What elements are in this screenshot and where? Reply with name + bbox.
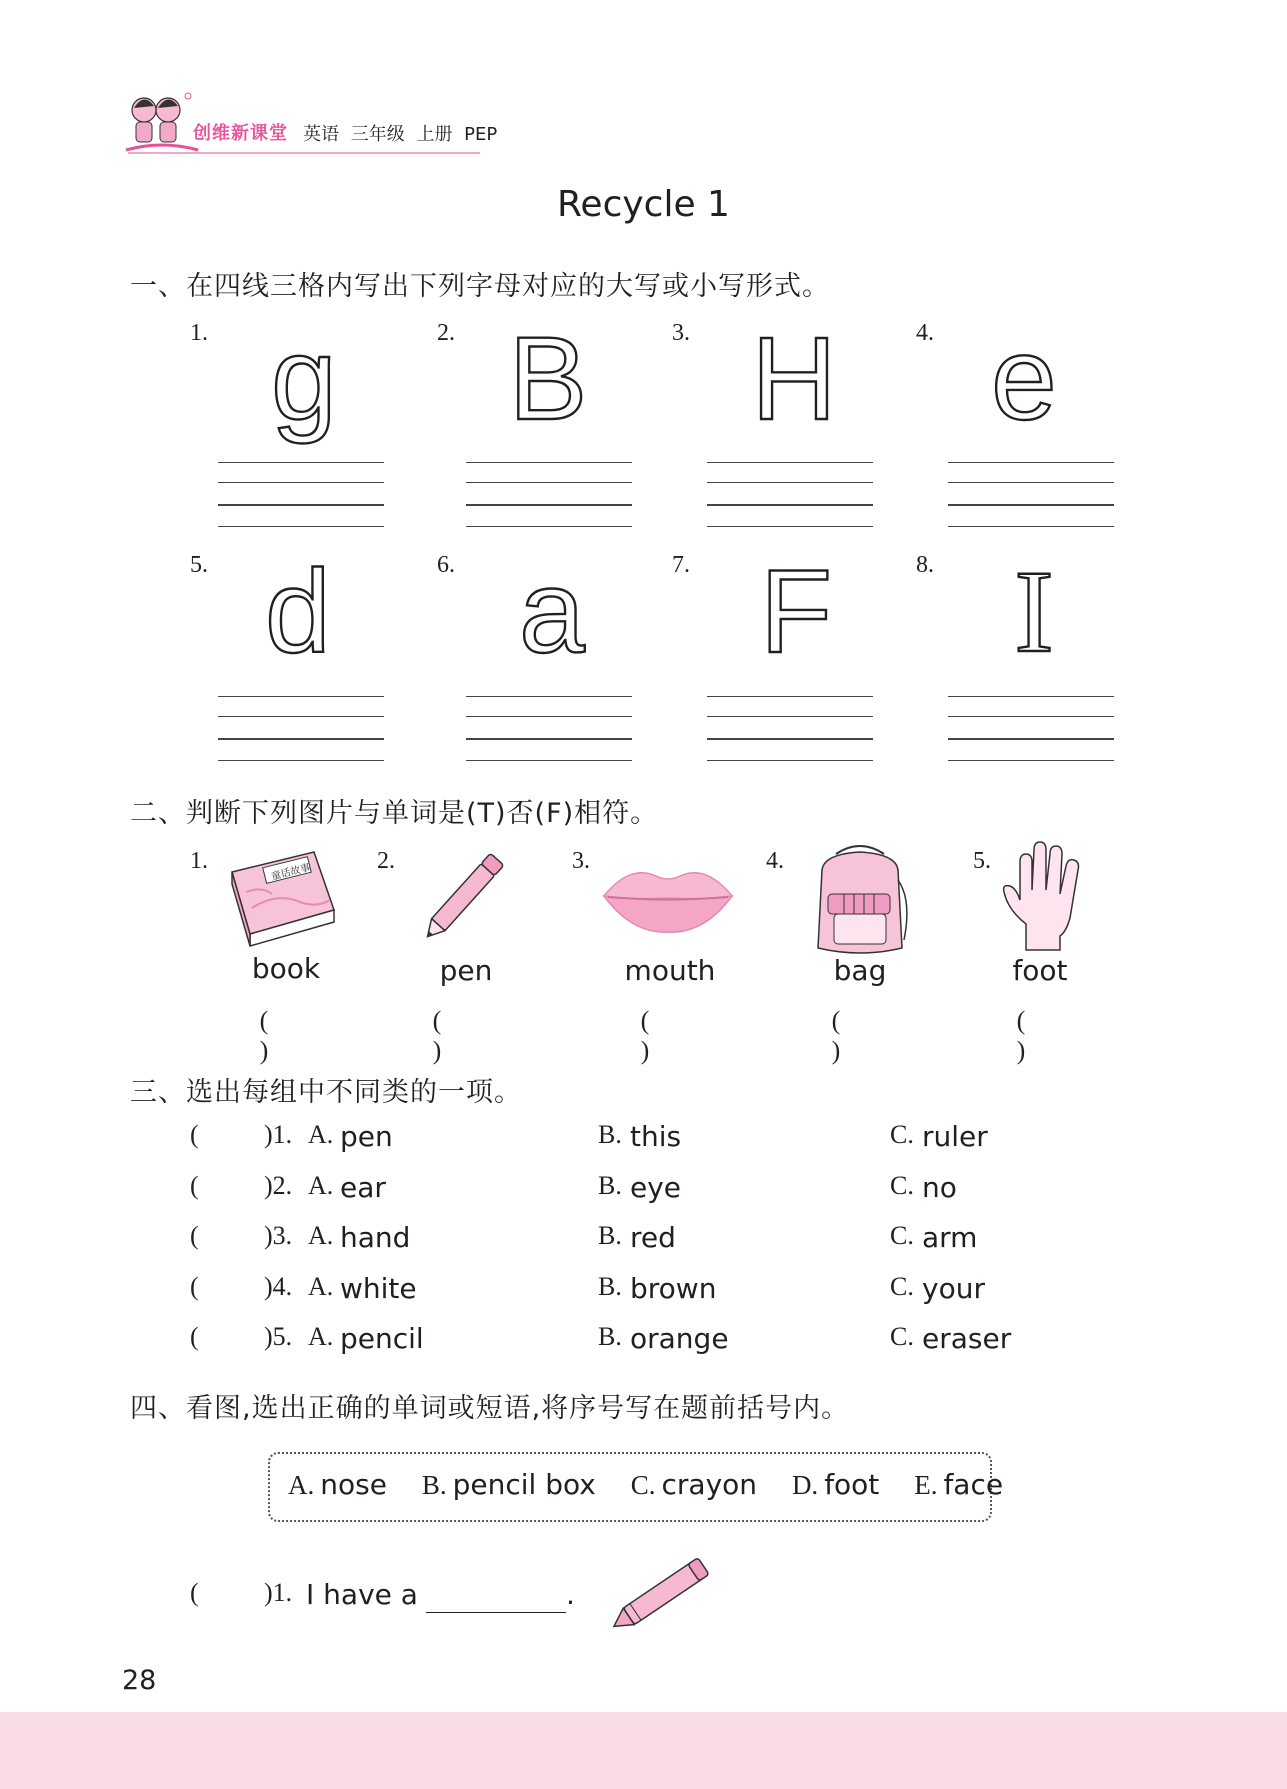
option-b: orange (630, 1322, 729, 1355)
choice-row-5 (190, 1322, 1090, 1362)
header-divider (128, 152, 480, 154)
letter-3-writing-lines[interactable] (707, 462, 873, 526)
option-b: eye (630, 1171, 682, 1204)
picture-4-answer[interactable]: ( ) (831, 1006, 885, 1065)
option-a: ear (340, 1171, 386, 1204)
answer-paren[interactable]: ( (190, 1171, 199, 1200)
question-text: I have a (306, 1578, 418, 1611)
option-c-label: C. (630, 1470, 656, 1500)
section-1-heading: 一、在四线三格内写出下列字母对应的大写或小写形式。 (130, 271, 830, 302)
picture-3-answer[interactable]: ( ) (640, 1006, 694, 1065)
answer-blank[interactable] (426, 1612, 566, 1613)
footer-band (0, 1712, 1287, 1789)
letter-4-number: 4. (916, 320, 934, 346)
option-c: no (922, 1171, 957, 1204)
question-number: )5. (264, 1322, 293, 1351)
option-a-label: A. (308, 1171, 334, 1200)
option-a-label: A. (308, 1120, 334, 1149)
letter-1-glyph: g (271, 313, 337, 445)
option-a: white (340, 1272, 417, 1305)
option-c: arm (922, 1221, 978, 1254)
question-number: )1. (264, 1120, 293, 1149)
letter-7-glyph: F (759, 546, 833, 678)
option-a: pencil (340, 1322, 424, 1355)
option-b: brown (630, 1272, 717, 1305)
page-number: 28 (122, 1665, 157, 1696)
letter-4-writing-lines[interactable] (948, 462, 1114, 526)
picture-2-word: pen (439, 954, 493, 987)
crayon-icon (596, 1546, 728, 1642)
option-c-label: C. (890, 1272, 914, 1301)
answer-paren[interactable]: ( (190, 1578, 199, 1607)
option-b-text: pencil box (452, 1468, 596, 1501)
backpack-icon (806, 840, 914, 960)
option-b: this (630, 1120, 682, 1153)
choice-row-1 (190, 1120, 1090, 1160)
option-b: red (630, 1221, 676, 1254)
section-4-heading: 四、看图,选出正确的单词或短语,将序号写在题前括号内。 (130, 1393, 850, 1424)
letter-1-number: 1. (190, 320, 208, 346)
choice-row-3 (190, 1221, 1090, 1261)
letter-5-glyph: d (265, 546, 331, 678)
option-c: ruler (922, 1120, 988, 1153)
book-cover-label: 童话故事 (270, 862, 312, 883)
letter-8-number: 8. (916, 552, 934, 578)
picture-3-number: 3. (572, 848, 590, 874)
answer-paren[interactable]: ( (190, 1322, 199, 1351)
section-3-heading: 三、选出每组中不同类的一项。 (130, 1077, 522, 1108)
pencil-icon (405, 840, 525, 950)
letter-5-number: 5. (190, 552, 208, 578)
option-a-label: A. (308, 1272, 334, 1301)
question-number: )2. (264, 1171, 293, 1200)
letter-6-glyph: a (519, 546, 585, 678)
letter-6-writing-lines[interactable] (466, 696, 632, 760)
picture-5-answer[interactable]: ( ) (1016, 1006, 1070, 1065)
option-a: pen (340, 1120, 393, 1153)
option-a-label: A. (308, 1322, 334, 1351)
question-end: . (566, 1578, 575, 1611)
option-c-text: crayon (661, 1468, 758, 1501)
option-b-label: B. (421, 1470, 447, 1500)
letter-3-number: 3. (672, 320, 690, 346)
brand-name: 创维新课堂 (193, 123, 288, 144)
picture-1-answer[interactable]: ( ) (259, 1006, 313, 1065)
letter-6-number: 6. (437, 552, 455, 578)
option-b-label: B. (598, 1171, 622, 1200)
letter-7-writing-lines[interactable] (707, 696, 873, 760)
letter-7-number: 7. (672, 552, 690, 578)
letter-8-writing-lines[interactable] (948, 696, 1114, 760)
option-c-label: C. (890, 1221, 914, 1250)
answer-paren[interactable]: ( (190, 1221, 199, 1250)
option-c: your (922, 1272, 985, 1305)
book-icon (222, 842, 342, 952)
option-c: eraser (922, 1322, 1012, 1355)
letter-4-glyph: e (991, 313, 1057, 445)
subject-info: 英语 三年级 上册 PEP (303, 124, 498, 145)
section-2-heading: 二、判断下列图片与单词是(T)否(F)相符。 (130, 798, 659, 829)
picture-2-answer[interactable]: ( ) (432, 1006, 486, 1065)
question-number: )4. (264, 1272, 293, 1301)
option-c-label: C. (890, 1171, 914, 1200)
letter-2-writing-lines[interactable] (466, 462, 632, 526)
option-e-label: E. (914, 1470, 938, 1500)
option-e-text: face (943, 1468, 1004, 1501)
letter-8-glyph: I (1014, 546, 1054, 677)
choice-row-4 (190, 1272, 1090, 1312)
option-d-label: D. (791, 1470, 819, 1500)
lips-icon (600, 860, 736, 936)
choice-row-2 (190, 1171, 1090, 1211)
picture-1-word: book (251, 952, 321, 985)
letter-2-number: 2. (437, 320, 455, 346)
letter-2-glyph: B (508, 313, 588, 445)
question-number: )3. (264, 1221, 293, 1250)
option-b-label: B. (598, 1272, 622, 1301)
letter-3-glyph: H (751, 313, 837, 445)
answer-paren[interactable]: ( (190, 1120, 199, 1149)
option-c-label: C. (890, 1322, 914, 1351)
question-number: )1. (264, 1578, 293, 1607)
picture-3-word: mouth (624, 954, 716, 987)
kids-logo-icon (122, 88, 202, 160)
option-b-label: B. (598, 1322, 622, 1351)
option-a: hand (340, 1221, 411, 1254)
picture-5-word: foot (1012, 954, 1068, 987)
option-a-text: nose (320, 1468, 387, 1501)
hand-icon (998, 840, 1084, 952)
picture-4-number: 4. (766, 848, 784, 874)
picture-4-word: bag (833, 954, 887, 987)
picture-1-number: 1. (190, 848, 208, 874)
option-b-label: B. (598, 1221, 622, 1250)
letter-5-writing-lines[interactable] (218, 696, 384, 760)
letter-1-writing-lines[interactable] (218, 462, 384, 526)
picture-2-number: 2. (377, 848, 395, 874)
picture-5-number: 5. (973, 848, 991, 874)
option-d-text: foot (824, 1468, 880, 1501)
word-options (288, 1468, 1029, 1501)
page-title: Recycle 1 (557, 184, 730, 225)
option-a-label: A. (288, 1470, 315, 1500)
option-b-label: B. (598, 1120, 622, 1149)
answer-paren[interactable]: ( (190, 1272, 199, 1301)
option-a-label: A. (308, 1221, 334, 1250)
option-c-label: C. (890, 1120, 914, 1149)
